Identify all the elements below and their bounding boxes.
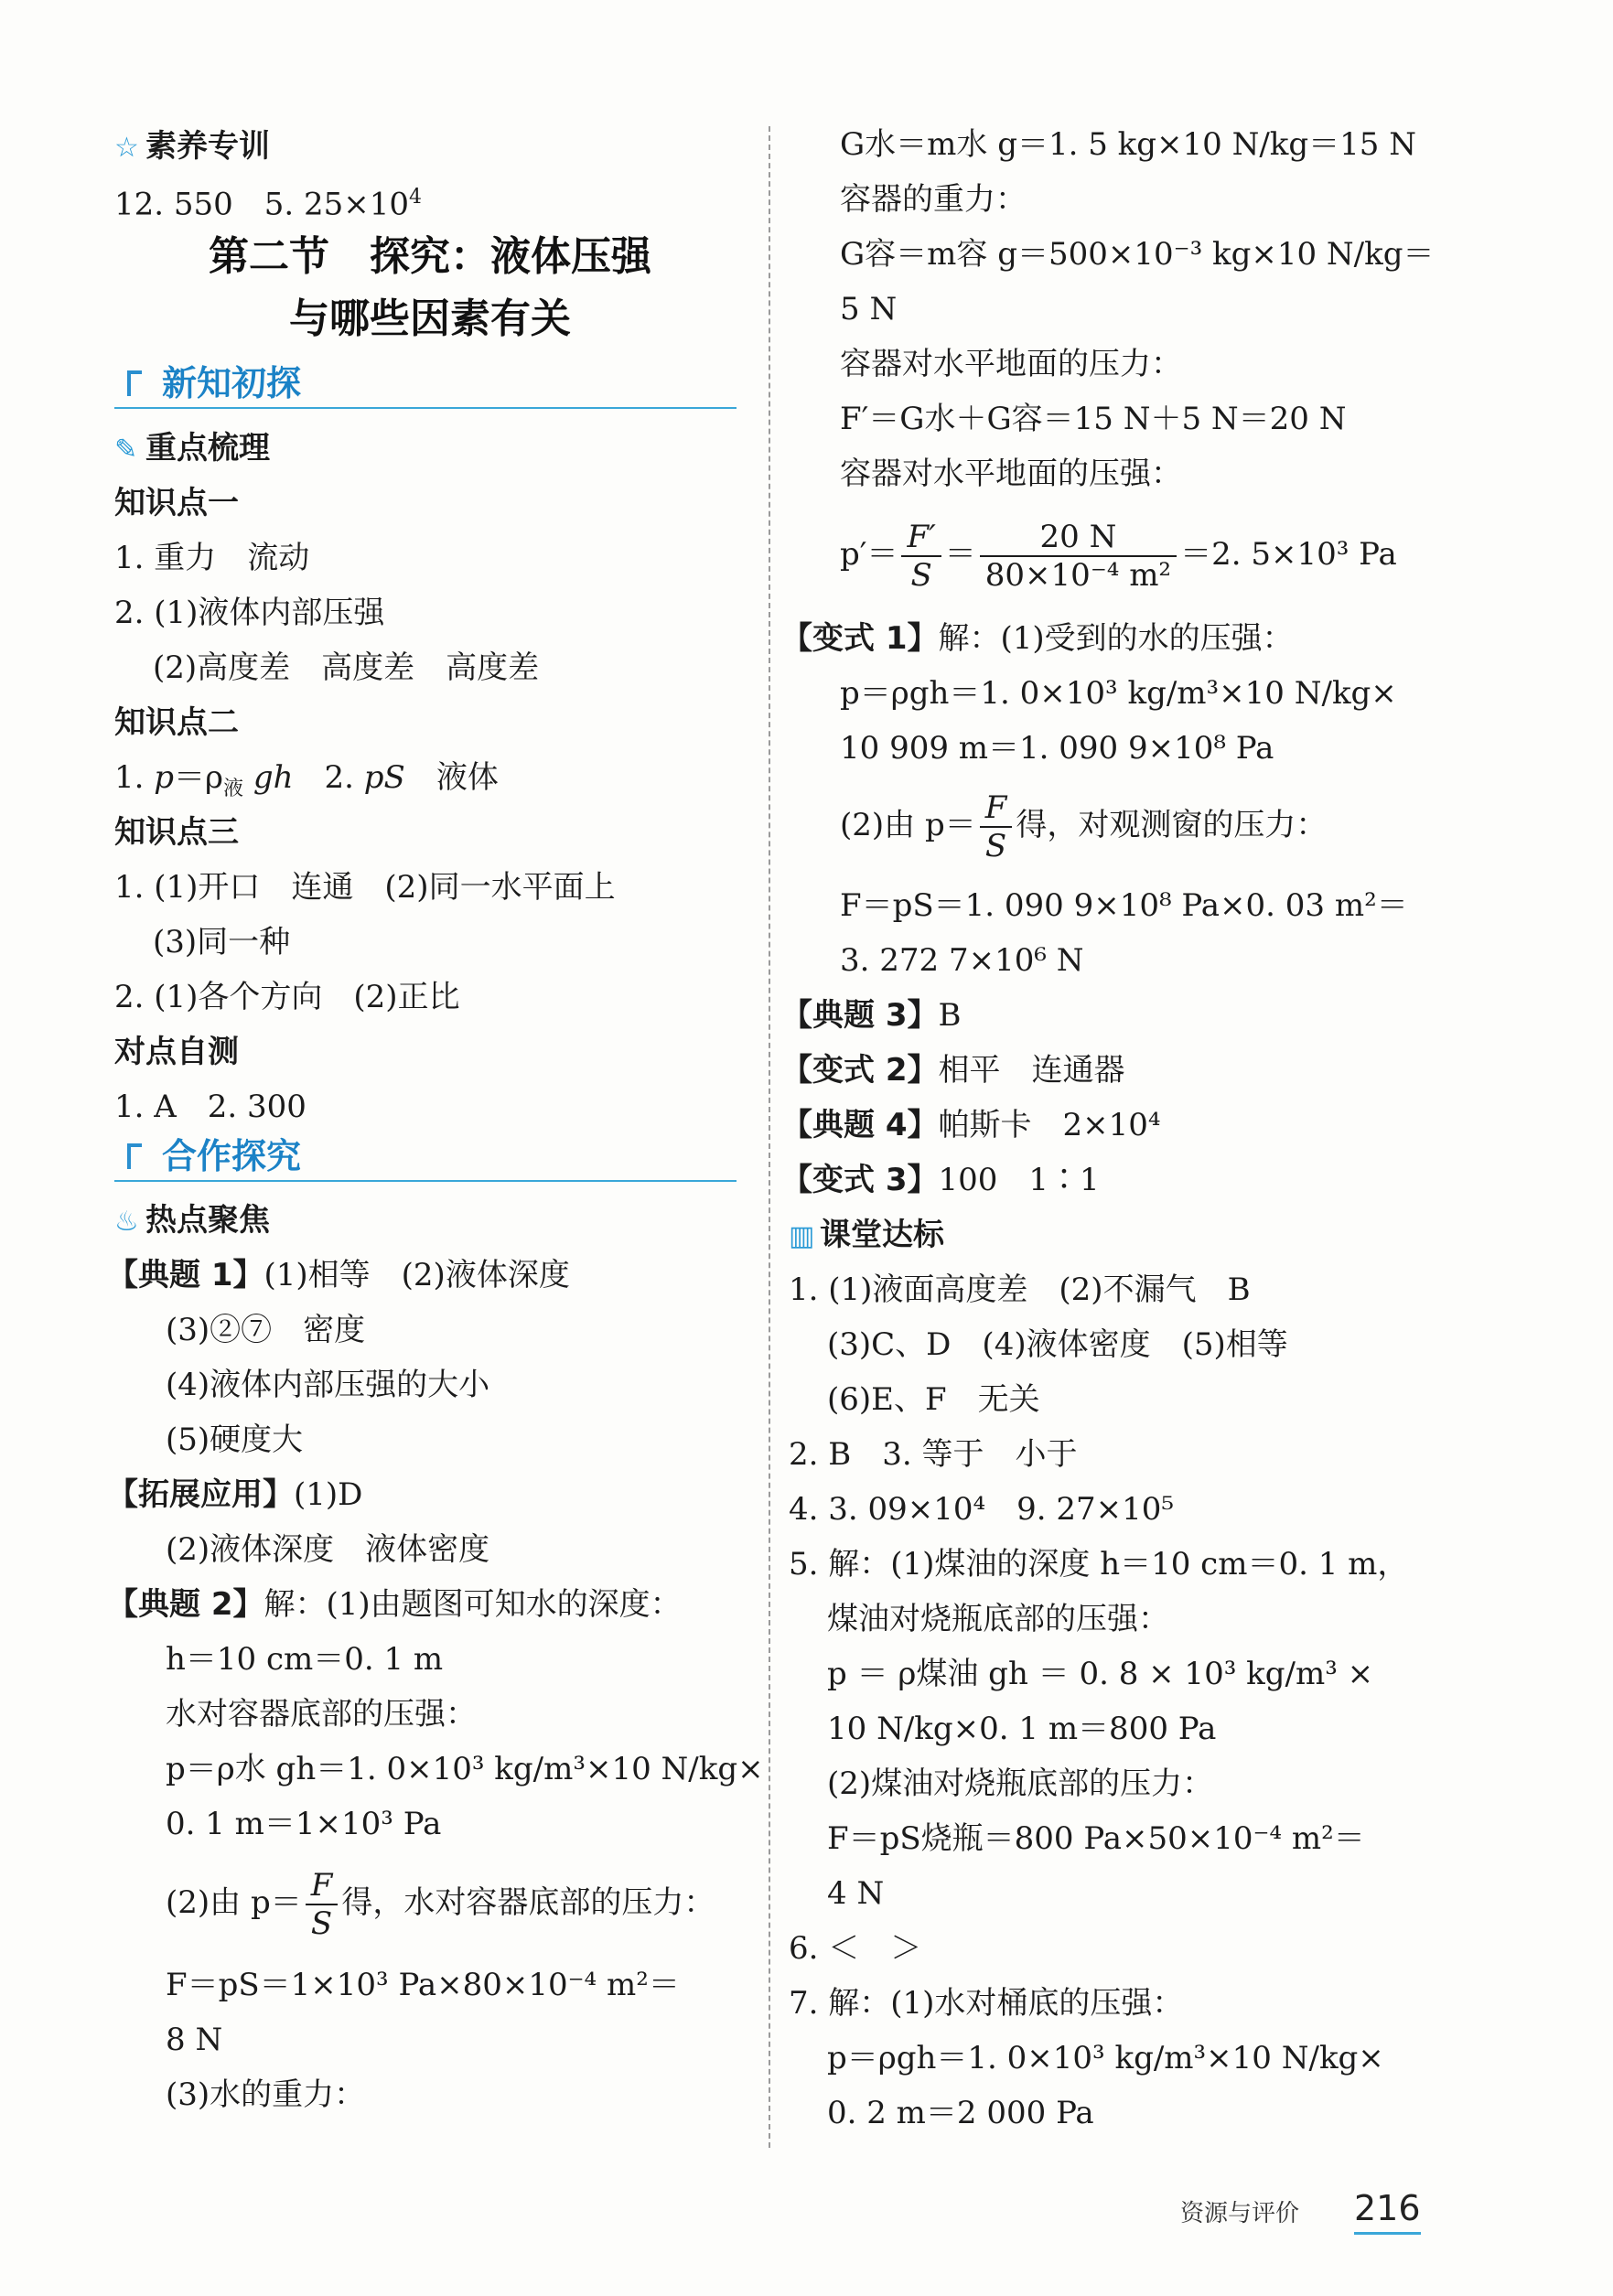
answer-line: (3)同一种 [153,924,291,960]
page-number: 216 [1354,2184,1421,2235]
answer-line: 8 N [166,2022,223,2058]
answer-line: F＝pS＝1×10³ Pa×80×10⁻⁴ m²＝ [166,1967,680,2003]
answer-line: (2)由 p＝ $\frac{F}{S}$ 得，对观测窗的压力： [840,789,1328,864]
answer-line: 12. 550 5. $25\times 10^4$ [114,186,423,223]
answer-line: p＝ρgh＝1. 0×10³ kg/m³×10 N/kg× [840,675,1397,712]
answer-line: F＝pS＝1. 090 9×10⁸ Pa×0. 03 m²＝ [840,887,1408,924]
answer-line: G容＝m容 g＝500×10⁻³ kg×10 N/kg＝ [840,236,1435,273]
subheading-redian: ♨ 热点聚焦 [114,1200,270,1240]
book-icon: ▥ [789,1220,815,1252]
answer-line: 【变式 1】解：(1)受到的水的压强： [781,620,1294,657]
answer-line: 水对容器底部的压强： [166,1696,477,1733]
pen-icon: ✎ [114,434,138,466]
subheading-suyang: ☆ 素养专训 [114,126,270,166]
answer-line: 1. (1)液面高度差 (2)不漏气 B [789,1271,1251,1308]
answer-line: 1. $p=\rho_液$ gh 2. pS 液体 [114,759,499,800]
answer-line: 2. B 3. 等于 小于 [789,1436,1078,1473]
answer-line: p＝ρ水 gh＝1. 0×10³ kg/m³×10 N/kg× [166,1751,764,1787]
answer-line: 容器的重力： [840,181,1027,218]
answer-line: 【典题 2】解：(1)由题图可知水的深度： [107,1586,682,1623]
answer-line: 煤油对烧瓶底部的压强： [827,1601,1169,1637]
answer-line: h＝10 cm＝0. 1 m [166,1641,444,1678]
fraction: $\frac{20 N}{\text{80×10⁻⁴ m²}}$ [980,519,1177,594]
answer-line: 3. 272 7×10⁶ N [840,942,1084,979]
answer-line: 1. (1)开口 连通 (2)同一水平面上 [114,869,616,906]
fraction: $\frac{F}{S}$ [306,1867,339,1942]
answer-line: 容器对水平地面的压强： [840,456,1182,492]
answer-line: 1. A 2. 300 [114,1089,306,1125]
answer-line: 4. 3. 09×10⁴ 9. 27×10⁵ [789,1491,1175,1528]
answer-line: p＝ρgh＝1. 0×10³ kg/m³×10 N/kg× [827,2040,1384,2076]
corner-bracket-icon [127,370,142,396]
answer-line: F＝pS烧瓶＝800 Pa×50×10⁻⁴ m²＝ [827,1820,1365,1857]
answer-line: 2. (1)各个方向 (2)正比 [114,979,460,1015]
answer-line: (3)水的重力： [166,2076,366,2113]
kp2-heading: 知识点二 [114,704,239,741]
answer-line: p ＝ ρ煤油 gh ＝ 0. 8 × 10³ kg/m³ × [827,1656,1374,1692]
corner-bracket-icon [127,1143,142,1169]
answer-line: 【拓展应用】(1)D [107,1476,363,1513]
answer-line: (2)煤油对烧瓶底部的压力： [827,1765,1214,1802]
answer-line: 10 N/kg×0. 1 m＝800 Pa [827,1711,1217,1747]
answer-line: 0. 1 m＝1×10³ Pa [166,1806,442,1842]
section-title-line1: 第二节 探究：液体压强 [209,233,651,280]
section-header-xinzhi: 新知初探 [114,361,737,409]
answer-line: 5 N [840,291,898,327]
answer-line: (5)硬度大 [166,1422,304,1458]
footer-label: 资源与评价 [1180,2200,1300,2227]
answer-line: 2. (1)液体内部压强 [114,595,385,631]
answer-line: 【典题 4】帕斯卡 2×10⁴ [781,1107,1161,1143]
answer-line: (2)由 p＝ $\frac{F}{S}$ 得，水对容器底部的压力： [166,1867,715,1942]
flame-icon: ♨ [114,1206,139,1238]
fraction: $\frac{F}{S}$ [980,789,1013,864]
answer-line: F′＝G水＋G容＝15 N＋5 N＝20 N [840,401,1347,437]
subheading-ketang: ▥ 课堂达标 [789,1215,944,1255]
section-header-hezuo: 合作探究 [114,1134,737,1182]
duidian-heading: 对点自测 [114,1034,239,1070]
answer-line: 【典题 1】(1)相等 (2)液体深度 [107,1257,570,1293]
answer-line: (2)高度差 高度差 高度差 [153,649,540,686]
answer-line: 7. 解：(1)水对桶底的压强： [789,1985,1184,2022]
answer-line: 4 N [827,1875,885,1912]
column-divider [769,126,770,2148]
answer-line: 1. 重力 流动 [114,540,310,576]
answer-line: 容器对水平地面的压力： [840,346,1182,382]
answer-line: 【变式 3】100 1∶1 [781,1162,1100,1198]
answer-line: (3)②⑦ 密度 [166,1312,366,1348]
answer-line: (6)E、F 无关 [827,1381,1040,1418]
answer-line: 【变式 2】相平 连通器 [781,1052,1125,1089]
fraction: $\frac{F'}{S}$ [901,519,941,594]
section-title-line2: 与哪些因素有关 [289,295,571,342]
answer-line: 0. 2 m＝2 000 Pa [827,2095,1094,2131]
answer-line: p′＝ $\frac{F'}{S}$ ＝ $\frac{20 N}{\text{80×10⁻⁴ m²}}$ ＝2. 5×10³ Pa [840,519,1397,594]
answer-line: G水＝m水 g＝1. 5 kg×10 N/kg＝15 N [840,126,1416,163]
star-icon: ☆ [114,132,139,164]
answer-line: 10 909 m＝1. 090 9×10⁸ Pa [840,730,1274,767]
subheading-zhongdian: ✎ 重点梳理 [114,428,270,468]
answer-line: 【典题 3】B [781,997,962,1034]
answer-line: (4)液体内部压强的大小 [166,1367,490,1403]
answer-line: 6. ＜ ＞ [789,1930,922,1967]
kp3-heading: 知识点三 [114,814,239,851]
answer-line: 5. 解：(1)煤油的深度 h＝10 cm＝0. 1 m， [789,1546,1409,1583]
answer-line: (2)液体深度 液体密度 [166,1531,490,1568]
kp1-heading: 知识点一 [114,485,239,521]
answer-line: (3)C、D (4)液体密度 (5)相等 [827,1326,1288,1363]
